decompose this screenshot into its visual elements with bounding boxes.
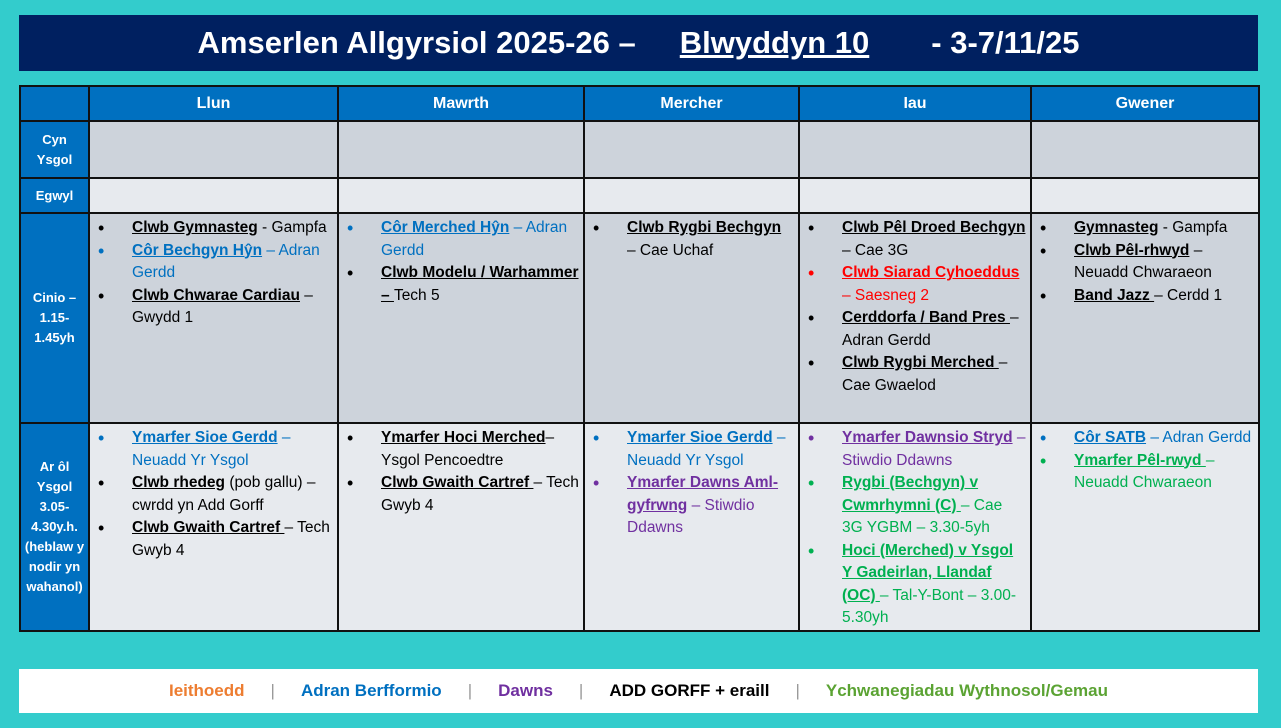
day-header-mawrth: Mawrth — [338, 86, 584, 121]
legend-item: Adran Berfformio — [300, 681, 442, 700]
timetable-cell — [338, 178, 584, 213]
activity-location: – Adran Gerdd — [1146, 429, 1252, 446]
activity-location: – Neuadd Yr Ysgol — [627, 429, 786, 469]
activity-location: – Neuadd Chwaraeon — [1074, 241, 1212, 281]
activity-location: – Tech Gwyb 4 — [381, 474, 579, 514]
timetable-cell — [584, 423, 799, 631]
activity-item — [94, 217, 333, 240]
day-header-llun: Llun — [89, 86, 338, 121]
activity-location: – Tech Gwyb 4 — [132, 519, 330, 559]
activity-title: Ymarfer Hoci Merched — [381, 429, 546, 446]
activity-item — [343, 427, 579, 472]
activity-item — [1036, 217, 1254, 240]
activity-location: – Tal-Y-Bont – 3.00-5.30yh — [842, 586, 1017, 626]
activity-location: - Gampfa — [1158, 219, 1228, 236]
activity-item — [1036, 240, 1254, 285]
timetable-cell — [1031, 423, 1259, 631]
timetable-cell — [584, 213, 799, 423]
legend-item: Dawns — [498, 681, 553, 700]
page-title — [19, 15, 1258, 71]
activity-item — [804, 352, 1026, 397]
legend-separator: | — [270, 681, 275, 700]
activity-title: Clwb Pêl-rhwyd — [1074, 241, 1190, 259]
activity-item — [94, 285, 333, 330]
activity-location: – Neuadd Yr Ysgol — [132, 429, 291, 469]
activity-title: Cerddorfa / Band Pres — [842, 309, 1010, 326]
activity-item — [94, 427, 333, 472]
activity-location: (pob gallu) – cwrdd yn Add Gorff — [132, 474, 316, 514]
activity-title: Clwb Siarad Cyhoeddus — [842, 264, 1020, 281]
activity-item — [1036, 285, 1254, 308]
activity-item — [589, 427, 794, 472]
title-dates: - 3-7/11/25 — [931, 25, 1080, 60]
activity-item — [589, 217, 794, 262]
day-header-gwener: Gwener — [1031, 86, 1259, 121]
activity-location: – Stiwdio Ddawns — [627, 496, 755, 536]
activity-location: – Cae 3G YGBM – 3.30-5yh — [842, 496, 1003, 536]
timetable-cell — [89, 178, 338, 213]
activity-item — [589, 472, 794, 540]
activity-list — [90, 214, 337, 330]
activity-title: Ymarfer Dawnsio Stryd — [842, 429, 1013, 446]
corner-cell — [20, 86, 89, 121]
day-header-iau: Iau — [799, 86, 1031, 121]
activity-list — [1032, 214, 1258, 307]
title-main: Amserlen Allgyrsiol 2025-26 – — [197, 25, 636, 60]
row-label: Cinio – 1.15-1.45yh — [20, 213, 89, 423]
activity-list — [585, 424, 798, 540]
activity-title: Côr SATB — [1074, 429, 1147, 446]
timetable-cell — [584, 121, 799, 178]
activity-title: Côr Merched Hŷn — [381, 219, 510, 236]
activity-title: Clwb rhedeg — [132, 474, 226, 491]
timetable-cell — [799, 423, 1031, 631]
activity-title: Côr Bechgyn Hŷn — [132, 241, 263, 259]
row-arol — [20, 423, 1259, 631]
activity-title: Clwb Gymnasteg — [132, 219, 258, 236]
row-cyn — [20, 121, 1259, 178]
activity-location: – Gwydd 1 — [132, 286, 313, 326]
activity-title: Clwb Gwaith Cartref — [132, 519, 285, 536]
activity-item — [1036, 450, 1254, 495]
activity-item — [343, 217, 579, 262]
activity-list — [585, 214, 798, 262]
activity-title: Hoci (Merched) v Ysgol Y Gadeirlan, Llandaf (OC) — [842, 541, 1014, 604]
legend-item: ADD GORFF + eraill — [609, 681, 770, 700]
activity-title: Gymnasteg — [1074, 219, 1159, 236]
activity-item — [804, 472, 1026, 540]
activity-item — [804, 540, 1026, 630]
timetable-cell — [89, 213, 338, 423]
legend-item: Ychwanegiadau Wythnosol/Gemau — [825, 681, 1109, 700]
timetable-cell — [1031, 213, 1259, 423]
activity-location: – Saesneg 2 — [842, 286, 930, 304]
activity-location: – Cerdd 1 — [1154, 286, 1223, 304]
timetable-cell — [1031, 178, 1259, 213]
activity-location: - Gampfa — [257, 219, 327, 236]
timetable-cell — [338, 213, 584, 423]
activity-location: – Stiwdio Ddawns — [842, 429, 1026, 469]
activity-item — [343, 262, 579, 307]
activity-location: – Cae 3G — [842, 241, 909, 259]
row-cinio — [20, 213, 1259, 423]
activity-location: Tech 5 — [393, 286, 440, 304]
activity-title: Band Jazz — [1074, 286, 1155, 304]
activity-location: – Cae Gwaelod — [842, 354, 1008, 394]
activity-title: Rygbi (Bechgyn) v Cwmrhymni (C) — [842, 474, 979, 514]
activity-title: Clwb Gwaith Cartref — [381, 474, 534, 491]
title-year: Blwyddyn 10 — [679, 25, 870, 60]
activity-location: – Adran Gerdd — [132, 241, 320, 281]
legend-separator: | — [795, 681, 800, 700]
activity-title: Clwb Pêl Droed Bechgyn — [842, 219, 1026, 236]
timetable-cell — [799, 121, 1031, 178]
row-label: Egwyl — [20, 178, 89, 213]
activity-item — [343, 472, 579, 517]
timetable-cell — [799, 213, 1031, 423]
legend — [19, 669, 1258, 713]
activity-title: Ymarfer Dawns Aml-gyfrwng — [627, 474, 779, 514]
timetable-cell — [338, 121, 584, 178]
row-egwyl — [20, 178, 1259, 213]
activity-location: – Ysgol Pencoedtre — [381, 429, 555, 469]
activity-location: – Neuadd Chwaraeon — [1074, 451, 1215, 491]
activity-item — [804, 427, 1026, 472]
activity-title: Ymarfer Sioe Gerdd — [627, 429, 773, 446]
activity-item — [804, 262, 1026, 307]
activity-item — [94, 517, 333, 562]
activity-title: Clwb Rygbi Bechgyn — [627, 219, 782, 236]
day-header-row — [20, 86, 1259, 121]
activity-list — [800, 214, 1030, 397]
timetable — [19, 85, 1260, 632]
activity-item — [804, 307, 1026, 352]
legend-separator: | — [578, 681, 584, 700]
activity-list — [339, 424, 583, 517]
timetable-cell — [584, 178, 799, 213]
row-label: Cyn Ysgol — [20, 121, 89, 178]
timetable-cell — [89, 121, 338, 178]
activity-location: – Adran Gerdd — [381, 219, 568, 259]
activity-title: Clwb Rygbi Merched — [842, 354, 999, 371]
day-header-mercher: Mercher — [584, 86, 799, 121]
activity-title: Ymarfer Pêl-rwyd — [1074, 451, 1206, 469]
timetable-cell — [799, 178, 1031, 213]
timetable-cell — [1031, 121, 1259, 178]
activity-title: Clwb Modelu / Warhammer – — [381, 264, 579, 304]
activity-title: Clwb Chwarae Cardiau — [132, 286, 300, 304]
activity-list — [339, 214, 583, 307]
legend-item: Ieithoedd — [168, 681, 245, 700]
activity-item — [804, 217, 1026, 262]
row-label: Ar ôl Ysgol 3.05-4.30y.h. (heblaw y nodir yn wahanol) — [20, 423, 89, 631]
activity-list — [800, 424, 1030, 630]
activity-item — [1036, 427, 1254, 450]
legend-separator: | — [467, 681, 473, 700]
timetable-cell — [89, 423, 338, 631]
activity-list — [1032, 424, 1258, 495]
activity-item — [94, 240, 333, 285]
activity-location: – Adran Gerdd — [842, 309, 1019, 349]
activity-item — [94, 472, 333, 517]
activity-title: Ymarfer Sioe Gerdd — [132, 429, 278, 446]
activity-location: – Cae Uchaf — [627, 241, 714, 259]
activity-list — [90, 424, 337, 562]
timetable-cell — [338, 423, 584, 631]
